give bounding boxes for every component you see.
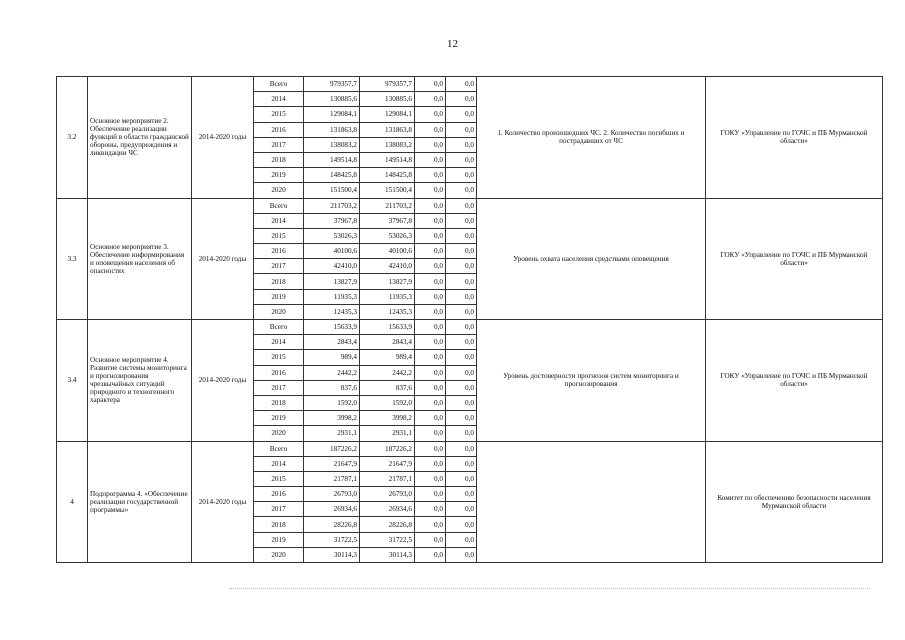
row-year: 2019 xyxy=(254,289,304,304)
row-value-1: 0,0 xyxy=(415,380,446,395)
row-value-1: 0,0 xyxy=(415,77,446,92)
budget-table xyxy=(56,76,883,563)
row-value-2: 0,0 xyxy=(446,320,477,335)
row-total: 130885,6 xyxy=(304,92,360,107)
page-number: 12 xyxy=(447,38,458,50)
row-value-2: 0,0 xyxy=(446,502,477,517)
row-year: 2018 xyxy=(254,274,304,289)
row-value-1: 0,0 xyxy=(415,244,446,259)
row-value-2: 0,0 xyxy=(446,471,477,486)
row-budget: 28226,8 xyxy=(360,517,415,532)
row-year: Всего xyxy=(254,441,304,456)
row-total: 12435,3 xyxy=(304,304,360,319)
row-value-1: 0,0 xyxy=(415,152,446,167)
row-value-2: 0,0 xyxy=(446,137,477,152)
item-number: 4 xyxy=(57,441,88,563)
row-value-2: 0,0 xyxy=(446,168,477,183)
item-period: 2014-2020 годы xyxy=(192,198,254,320)
row-budget: 131863,8 xyxy=(360,122,415,137)
row-value-2: 0,0 xyxy=(446,426,477,441)
row-budget: 130885,6 xyxy=(360,92,415,107)
row-year: 2017 xyxy=(254,137,304,152)
row-budget: 12435,3 xyxy=(360,304,415,319)
row-total: 53026,3 xyxy=(304,228,360,243)
item-description: Основное мероприятие 3. Обеспечение информирования и оповещения населения об опасностях xyxy=(88,198,192,320)
row-value-2: 0,0 xyxy=(446,198,477,213)
item-description: Подпрограмма 4. «Обеспечение реализации государственной программы» xyxy=(88,441,192,563)
item-period: 2014-2020 годы xyxy=(192,441,254,563)
row-budget: 11935,3 xyxy=(360,289,415,304)
row-budget: 989,4 xyxy=(360,350,415,365)
row-total: 131863,8 xyxy=(304,122,360,137)
row-year: Всего xyxy=(254,198,304,213)
row-year: 2017 xyxy=(254,380,304,395)
row-total: 211703,2 xyxy=(304,198,360,213)
table-row xyxy=(57,320,883,335)
row-total: 26793,0 xyxy=(304,487,360,502)
row-value-2: 0,0 xyxy=(446,441,477,456)
row-year: 2015 xyxy=(254,350,304,365)
row-value-1: 0,0 xyxy=(415,92,446,107)
row-year: 2019 xyxy=(254,168,304,183)
row-budget: 26934,6 xyxy=(360,502,415,517)
row-value-1: 0,0 xyxy=(415,335,446,350)
table-row xyxy=(57,77,883,92)
row-value-1: 0,0 xyxy=(415,228,446,243)
row-year: 2020 xyxy=(254,426,304,441)
row-budget: 211703,2 xyxy=(360,198,415,213)
row-year: 2017 xyxy=(254,259,304,274)
row-year: Всего xyxy=(254,77,304,92)
row-year: 2014 xyxy=(254,213,304,228)
row-total: 42410,0 xyxy=(304,259,360,274)
scan-artifact-line xyxy=(230,588,870,590)
budget-table-body xyxy=(57,77,883,563)
row-value-2: 0,0 xyxy=(446,122,477,137)
row-total: 37967,8 xyxy=(304,213,360,228)
row-value-1: 0,0 xyxy=(415,289,446,304)
row-value-1: 0,0 xyxy=(415,137,446,152)
row-value-2: 0,0 xyxy=(446,365,477,380)
row-value-2: 0,0 xyxy=(446,335,477,350)
row-year: 2015 xyxy=(254,107,304,122)
row-value-1: 0,0 xyxy=(415,274,446,289)
row-total: 3998,2 xyxy=(304,411,360,426)
row-value-2: 0,0 xyxy=(446,228,477,243)
item-number: 3.4 xyxy=(57,320,88,442)
row-budget: 40100,6 xyxy=(360,244,415,259)
item-indicator: 1. Количество произошедших ЧС. 2. Количество погибших и пострадавших от ЧС xyxy=(477,77,706,199)
row-value-2: 0,0 xyxy=(446,517,477,532)
row-budget: 15633,9 xyxy=(360,320,415,335)
row-value-1: 0,0 xyxy=(415,502,446,517)
row-year: 2016 xyxy=(254,365,304,380)
item-description: Основное мероприятие 2. Обеспечение реализации функций в области гражданской обороны, предупреждения и ликвидации ЧС xyxy=(88,77,192,199)
row-year: 2020 xyxy=(254,547,304,562)
row-year: 2016 xyxy=(254,122,304,137)
row-year: 2017 xyxy=(254,502,304,517)
item-executor: ГОКУ «Управление по ГОЧС и ПБ Мурманской области» xyxy=(706,77,883,199)
row-value-2: 0,0 xyxy=(446,244,477,259)
row-budget: 3998,2 xyxy=(360,411,415,426)
row-value-1: 0,0 xyxy=(415,426,446,441)
row-total: 11935,3 xyxy=(304,289,360,304)
row-value-2: 0,0 xyxy=(446,380,477,395)
item-period: 2014-2020 годы xyxy=(192,77,254,199)
row-total: 31722,5 xyxy=(304,532,360,547)
row-total: 837,6 xyxy=(304,380,360,395)
row-total: 979357,7 xyxy=(304,77,360,92)
row-total: 2843,4 xyxy=(304,335,360,350)
row-total: 13827,9 xyxy=(304,274,360,289)
row-budget: 129084,1 xyxy=(360,107,415,122)
row-total: 30114,3 xyxy=(304,547,360,562)
row-value-1: 0,0 xyxy=(415,320,446,335)
row-budget: 1592,0 xyxy=(360,395,415,410)
row-budget: 148425,8 xyxy=(360,168,415,183)
row-year: 2016 xyxy=(254,487,304,502)
item-executor: ГОКУ «Управление по ГОЧС и ПБ Мурманской области» xyxy=(706,198,883,320)
row-year: 2018 xyxy=(254,395,304,410)
row-value-1: 0,0 xyxy=(415,547,446,562)
table-row xyxy=(57,441,883,456)
row-total: 28226,8 xyxy=(304,517,360,532)
row-budget: 30114,3 xyxy=(360,547,415,562)
row-budget: 21787,1 xyxy=(360,471,415,486)
row-value-1: 0,0 xyxy=(415,411,446,426)
row-value-2: 0,0 xyxy=(446,487,477,502)
row-year: 2014 xyxy=(254,335,304,350)
row-total: 26934,6 xyxy=(304,502,360,517)
row-value-1: 0,0 xyxy=(415,107,446,122)
row-year: 2016 xyxy=(254,244,304,259)
row-year: 2019 xyxy=(254,411,304,426)
row-budget: 2931,1 xyxy=(360,426,415,441)
row-total: 21787,1 xyxy=(304,471,360,486)
item-indicator: Уровень достоверности прогнозов систем мониторинга и прогнозирования xyxy=(477,320,706,442)
row-budget: 13827,9 xyxy=(360,274,415,289)
row-value-1: 0,0 xyxy=(415,456,446,471)
row-budget: 149514,8 xyxy=(360,152,415,167)
row-value-1: 0,0 xyxy=(415,487,446,502)
row-year: 2015 xyxy=(254,228,304,243)
row-total: 149514,8 xyxy=(304,152,360,167)
row-budget: 187226,2 xyxy=(360,441,415,456)
row-budget: 21647,9 xyxy=(360,456,415,471)
row-value-2: 0,0 xyxy=(446,213,477,228)
row-value-1: 0,0 xyxy=(415,365,446,380)
item-indicator xyxy=(477,441,706,563)
row-value-1: 0,0 xyxy=(415,395,446,410)
row-value-2: 0,0 xyxy=(446,456,477,471)
row-value-1: 0,0 xyxy=(415,517,446,532)
item-number: 3.2 xyxy=(57,77,88,199)
row-value-2: 0,0 xyxy=(446,77,477,92)
row-value-1: 0,0 xyxy=(415,122,446,137)
item-executor: ГОКУ «Управление по ГОЧС и ПБ Мурманской области» xyxy=(706,320,883,442)
item-indicator: Уровень охвата населения средствами оповещения xyxy=(477,198,706,320)
row-budget: 979357,7 xyxy=(360,77,415,92)
row-year: 2015 xyxy=(254,471,304,486)
row-value-2: 0,0 xyxy=(446,259,477,274)
row-year: 2019 xyxy=(254,532,304,547)
row-value-2: 0,0 xyxy=(446,289,477,304)
row-year: 2020 xyxy=(254,304,304,319)
row-total: 989,4 xyxy=(304,350,360,365)
row-value-2: 0,0 xyxy=(446,183,477,198)
row-value-1: 0,0 xyxy=(415,471,446,486)
row-total: 21647,9 xyxy=(304,456,360,471)
item-description: Основное мероприятие 4. Развитие системы мониторинга и прогнозирования чрезвычайных ситуаций природного и техногенного характера xyxy=(88,320,192,442)
row-total: 151500,4 xyxy=(304,183,360,198)
row-year: 2014 xyxy=(254,92,304,107)
row-value-1: 0,0 xyxy=(415,259,446,274)
row-budget: 837,6 xyxy=(360,380,415,395)
row-total: 15633,9 xyxy=(304,320,360,335)
row-value-1: 0,0 xyxy=(415,183,446,198)
row-value-2: 0,0 xyxy=(446,532,477,547)
row-value-2: 0,0 xyxy=(446,274,477,289)
row-year: 2018 xyxy=(254,517,304,532)
row-value-2: 0,0 xyxy=(446,107,477,122)
row-budget: 31722,5 xyxy=(360,532,415,547)
row-total: 40100,6 xyxy=(304,244,360,259)
row-value-2: 0,0 xyxy=(446,92,477,107)
row-value-2: 0,0 xyxy=(446,411,477,426)
row-value-1: 0,0 xyxy=(415,350,446,365)
item-period: 2014-2020 годы xyxy=(192,320,254,442)
row-value-1: 0,0 xyxy=(415,213,446,228)
row-total: 2931,1 xyxy=(304,426,360,441)
row-budget: 138083,2 xyxy=(360,137,415,152)
table-row xyxy=(57,198,883,213)
row-value-2: 0,0 xyxy=(446,547,477,562)
row-budget: 26793,0 xyxy=(360,487,415,502)
row-total: 129084,1 xyxy=(304,107,360,122)
row-value-2: 0,0 xyxy=(446,304,477,319)
row-budget: 2843,4 xyxy=(360,335,415,350)
row-value-1: 0,0 xyxy=(415,304,446,319)
row-total: 187226,2 xyxy=(304,441,360,456)
row-value-2: 0,0 xyxy=(446,152,477,167)
row-year: 2018 xyxy=(254,152,304,167)
row-budget: 37967,8 xyxy=(360,213,415,228)
row-value-1: 0,0 xyxy=(415,441,446,456)
item-number: 3.3 xyxy=(57,198,88,320)
row-value-1: 0,0 xyxy=(415,532,446,547)
row-total: 138083,2 xyxy=(304,137,360,152)
row-value-2: 0,0 xyxy=(446,350,477,365)
row-value-2: 0,0 xyxy=(446,395,477,410)
row-budget: 53026,3 xyxy=(360,228,415,243)
row-year: 2020 xyxy=(254,183,304,198)
item-executor: Комитет по обеспечению безопасности населения Мурманской области xyxy=(706,441,883,563)
row-total: 2442,2 xyxy=(304,365,360,380)
row-year: Всего xyxy=(254,320,304,335)
row-value-1: 0,0 xyxy=(415,168,446,183)
row-total: 148425,8 xyxy=(304,168,360,183)
row-budget: 2442,2 xyxy=(360,365,415,380)
row-total: 1592,0 xyxy=(304,395,360,410)
row-value-1: 0,0 xyxy=(415,198,446,213)
row-budget: 42410,0 xyxy=(360,259,415,274)
row-budget: 151500,4 xyxy=(360,183,415,198)
row-year: 2014 xyxy=(254,456,304,471)
